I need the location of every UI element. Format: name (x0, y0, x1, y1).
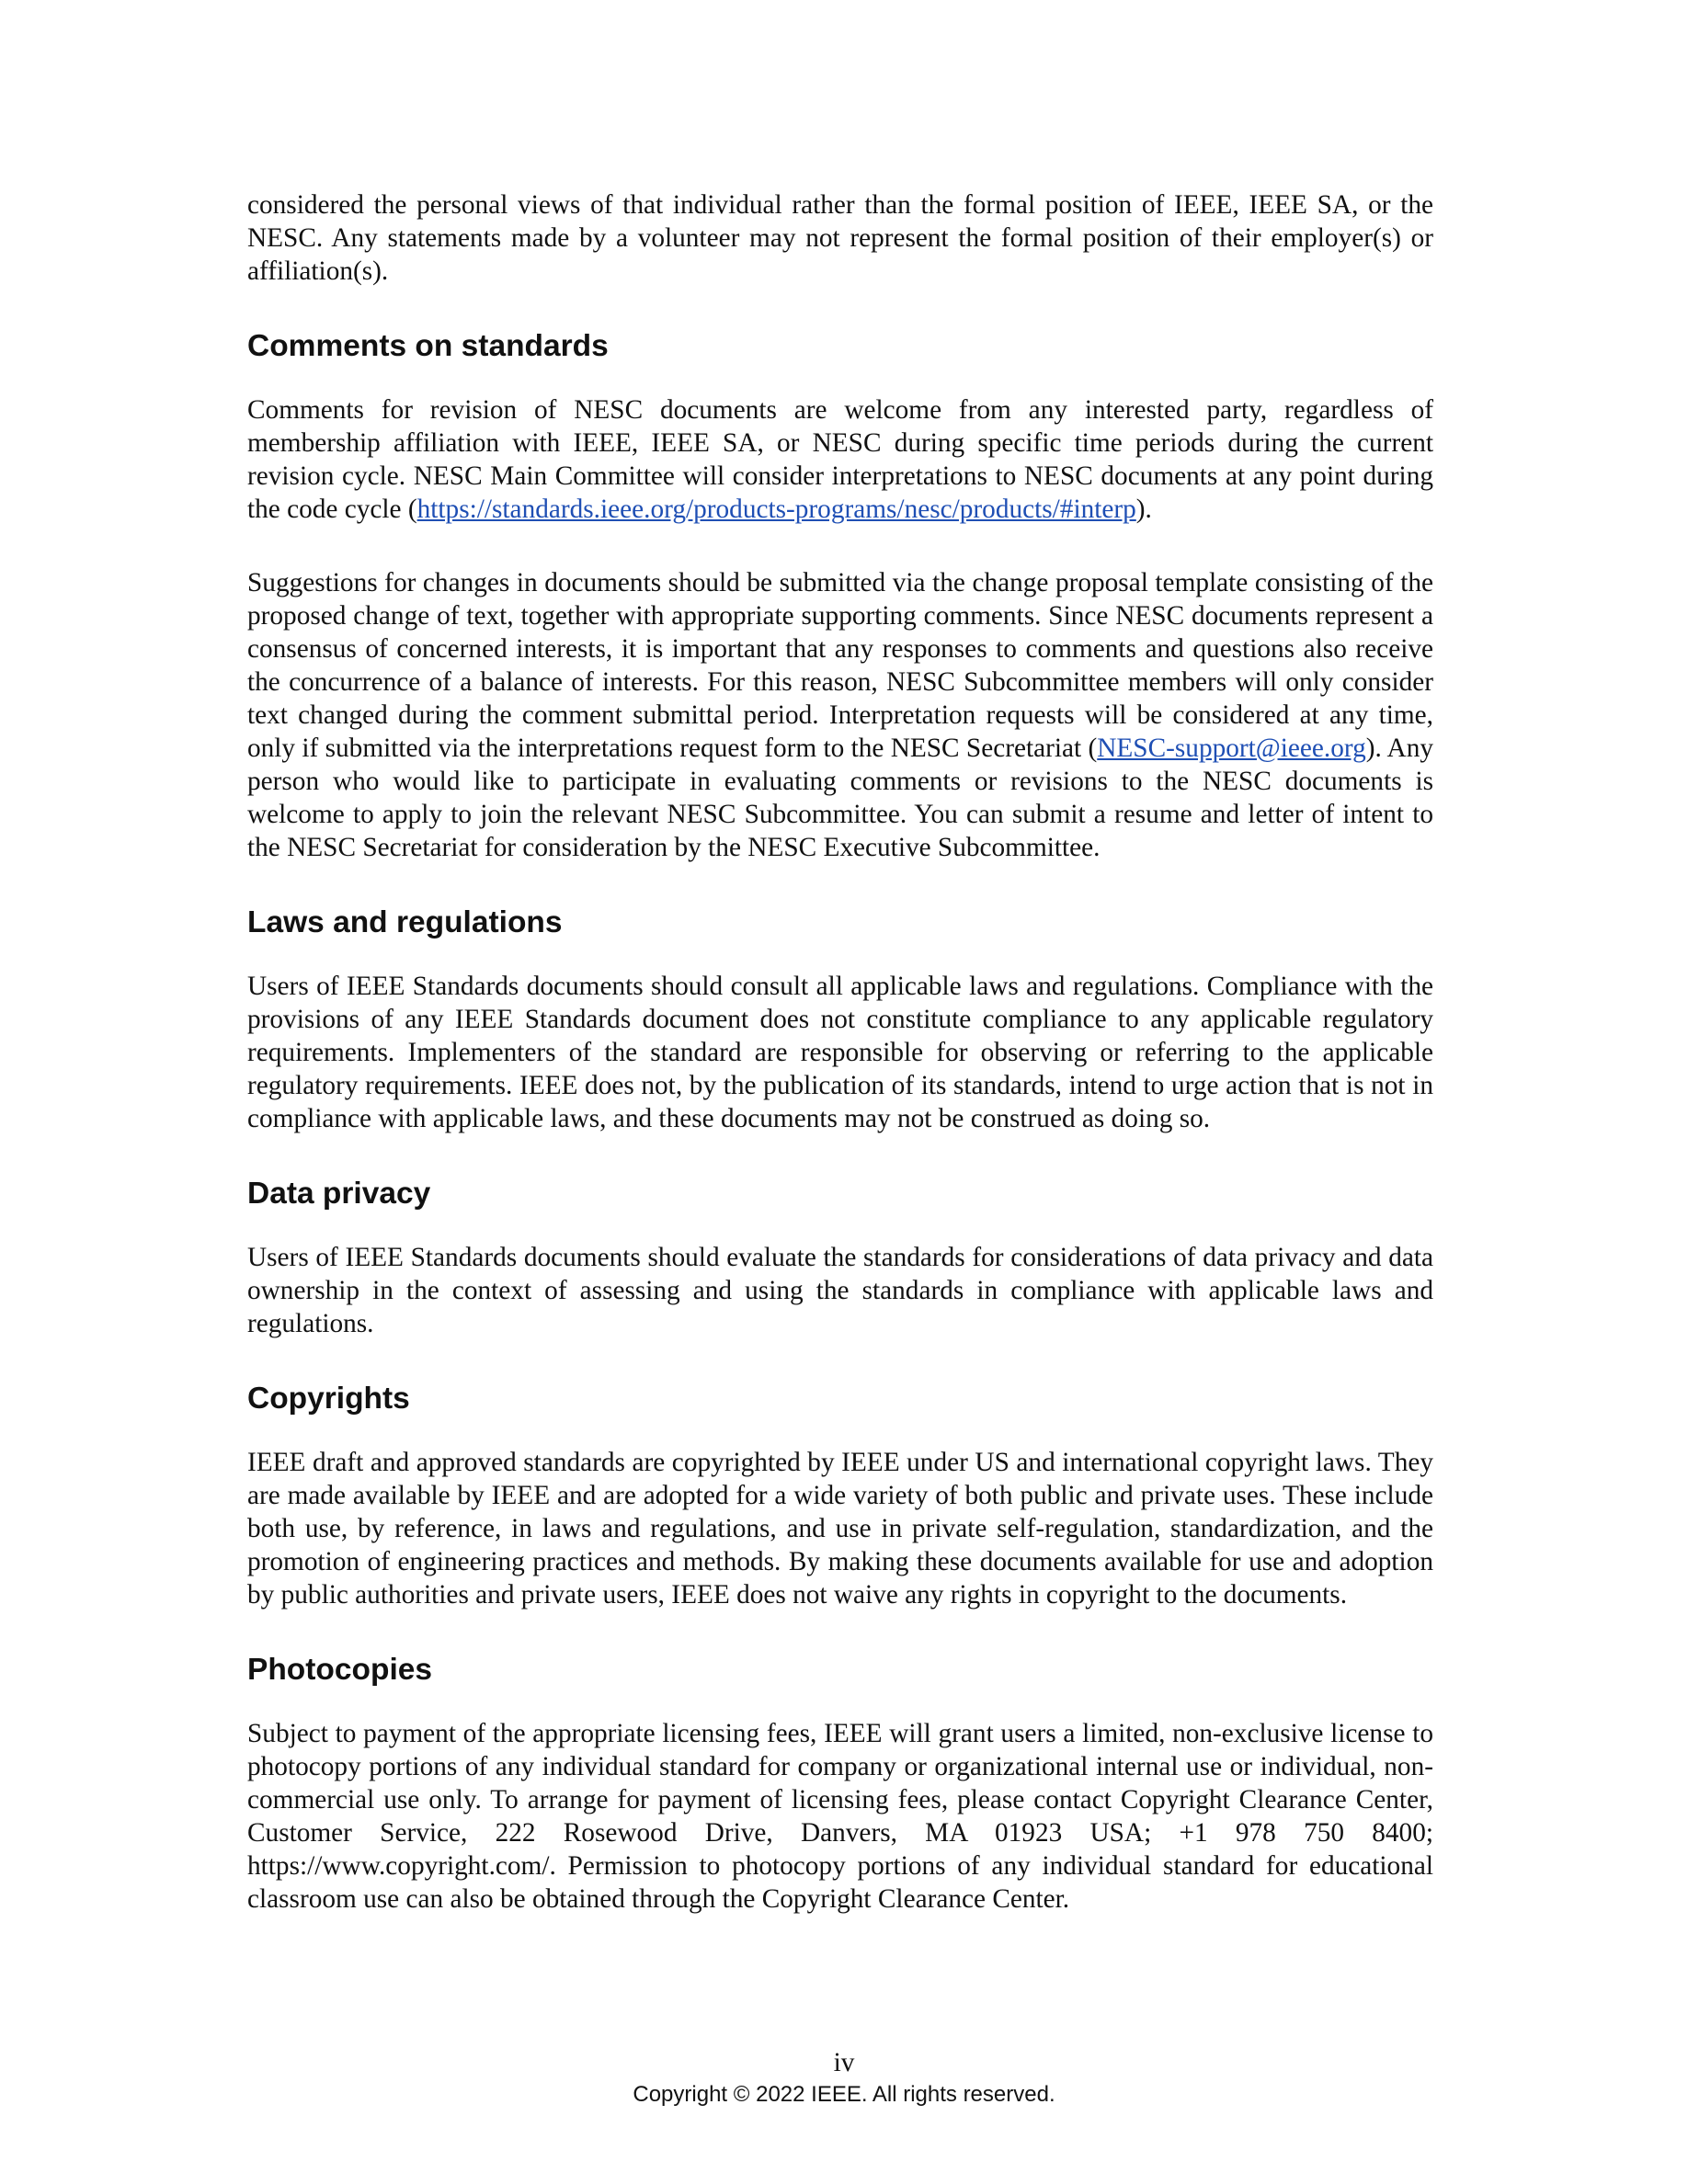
copyrights-paragraph: IEEE draft and approved standards are copyrighted by IEEE under US and international copyright laws. They are made available by IEEE and are adopted for a wide variety of both public and private uses. These include both use, by reference, in laws and regulations, and use in private self-regulation, standardization, and the promotion of engineering practices and methods. By making these documents available for use and adoption by public authorities and private users, IEEE does not waive any rights in copyright to the documents. (247, 1448, 1433, 1610)
photocopies-paragraph: Subject to payment of the appropriate licensing fees, IEEE will grant users a limited, non-exclusive license to photocopy portions of any individual standard for company or organizational internal use or individual, non-commercial use only. To arrange for payment of licensing fees, please contact Copyright Clearance Center, Customer Service, 222 Rosewood Drive, Danvers, MA 01923 USA; +1 978 750 8400; https://www.copyright.com/. Permission to photocopy portions of any individual standard for educational classroom use can also be obtained through the Copyright Clearance Center. (247, 1719, 1433, 1914)
comments-paragraph-1-end: ). (1135, 495, 1152, 524)
copyright-notice: Copyright © 2022 IEEE. All rights reserved. (633, 2082, 1055, 2107)
laws-paragraph: Users of IEEE Standards documents should consult all applicable laws and regulations. Compliance with the provisions of any IEEE Standards document does not constitute compliance to any applicable regulatory requirements. Implementers of the standard are responsible for observing or referring to the applicable regulatory requirements. IEEE does not, by the publication of its standards, intend to urge action that is not in compliance with applicable laws, and these documents may not be construed as doing so. (247, 972, 1433, 1133)
heading-comments-on-standards: Comments on standards (247, 329, 609, 363)
page-number: iv (833, 2048, 855, 2077)
heading-laws-and-regulations: Laws and regulations (247, 905, 563, 939)
heading-data-privacy: Data privacy (247, 1177, 431, 1211)
intro-paragraph: considered the personal views of that individual rather than the formal position of IEEE, IEEE SA, or the NESC. Any statements made by a volunteer may not represent the formal position of their employer(s) or affiliation(s). (247, 190, 1433, 286)
interp-link[interactable]: https://standards.ieee.org/products-programs/nesc/products/#interp (416, 495, 1136, 524)
nesc-support-email-link[interactable]: NESC-support@ieee.org (1097, 734, 1366, 763)
comments-paragraph-1-text: Comments for revision of NESC documents are welcome from any interested party, regardless of membership affiliation with IEEE, IEEE SA, or NESC during specific time periods during the current revision cycle. NESC Main Committee will consider interpretations to NESC documents at any point during the code cycle ( (247, 395, 1433, 524)
comments-paragraph-2-text: Suggestions for changes in documents should be submitted via the change proposal template consisting of the proposed change of text, together with appropriate supporting comments. Since NESC documents represent a consensus of concerned interests, it is important that any responses to comments and questions also receive the concurrence of a balance of interests. For this reason, NESC Subcommittee members will only consider text changed during the comment submittal period. Interpretation requests will be considered at any time, only if submitted via the interpretations request form to the NESC Secretariat ( (247, 568, 1433, 763)
heading-photocopies: Photocopies (247, 1653, 433, 1687)
comments-paragraph-2-end: ). Any person who would like to participate in evaluating comments or revisions to the NESC documents is welcome to apply to join the relevant NESC Subcommittee. You can submit a resume and letter of intent to the NESC Secretariat for consideration by the NESC Executive Subcommittee. (247, 734, 1434, 862)
comments-paragraph-2 (247, 566, 1433, 864)
comments-paragraph-1 (247, 393, 1433, 526)
privacy-paragraph: Users of IEEE Standards documents should evaluate the standards for considerations of data privacy and data ownership in the context of assessing and using the standards in compliance with applicable laws and regulations. (247, 1243, 1433, 1338)
document-page (247, 188, 1433, 1916)
heading-copyrights: Copyrights (247, 1382, 410, 1416)
